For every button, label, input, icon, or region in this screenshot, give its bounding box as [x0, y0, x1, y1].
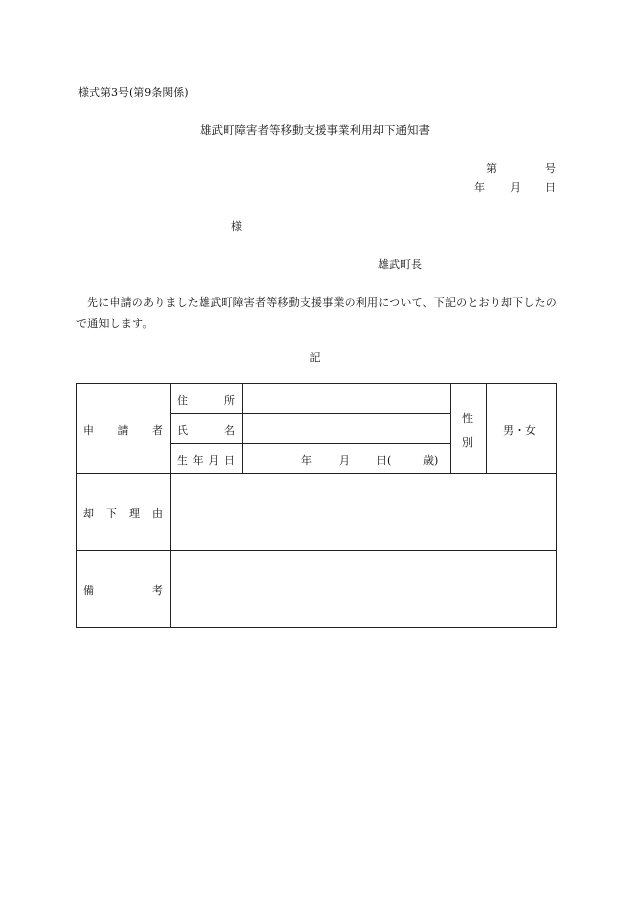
body-text: 先に申請のありました雄武町障害者等移動支援事業の利用について、下記のとおり却下したので通知します。 [76, 296, 557, 330]
name-field[interactable] [243, 414, 450, 443]
remarks-label: 備 考 [83, 584, 163, 597]
reference-number-go: 号 [545, 162, 556, 175]
issuer-name: 雄武町長 [378, 258, 422, 271]
sex-value[interactable]: 男・女 [503, 424, 536, 437]
rejection-reason-field[interactable] [171, 474, 556, 550]
table-divider-sex-col [450, 383, 451, 474]
applicant-label: 申 請 者 [83, 424, 163, 437]
sex-label-top: 性 [462, 412, 473, 425]
birthdate-label: 生 年 月 日 [177, 454, 235, 467]
table-border-bottom [76, 627, 557, 628]
address-label: 住 所 [177, 394, 235, 407]
sex-label-bottom: 別 [462, 436, 473, 449]
table-border-left [76, 383, 77, 628]
date-month-label: 月 [510, 181, 521, 194]
document-title: 雄武町障害者等移動支援事業利用却下通知書 [200, 123, 430, 137]
address-field[interactable] [243, 384, 450, 413]
birth-year-label: 年 [301, 454, 312, 467]
table-border-right [556, 383, 557, 628]
table-divider-name [170, 443, 451, 444]
rejection-reason-label: 却 下 理 由 [83, 507, 163, 520]
birth-month-label: 月 [339, 454, 350, 467]
date-year-label: 年 [474, 181, 485, 194]
name-label: 氏 名 [177, 424, 235, 437]
birth-day-label: 日( [376, 454, 392, 467]
reference-number-dai: 第 [486, 162, 497, 175]
addressee-honorific: 様 [231, 220, 242, 233]
remarks-field[interactable] [171, 551, 556, 627]
table-divider-sex-value-col [486, 383, 487, 474]
form-number: 様式第3号(第9条関係) [78, 86, 189, 99]
birth-age-label: 歳) [423, 454, 439, 467]
ki-label: 記 [309, 351, 321, 364]
date-day-label: 日 [545, 181, 556, 194]
